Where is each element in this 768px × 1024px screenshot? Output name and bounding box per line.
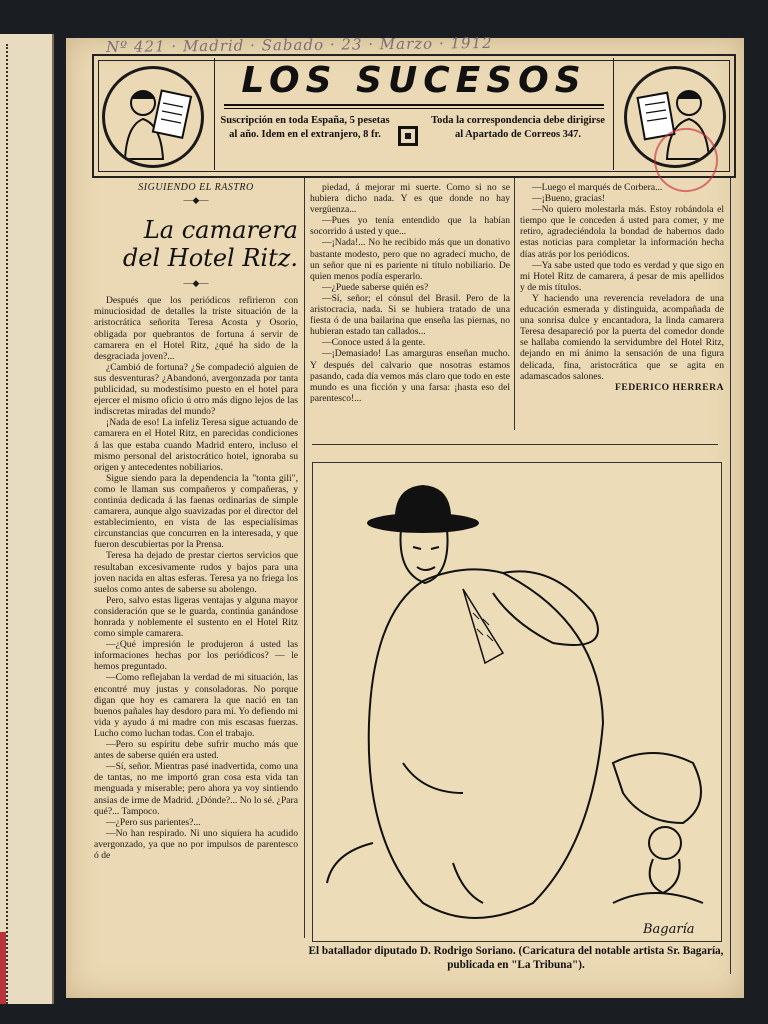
article-paragraph: —Sí, señor. Mientras pasé inadvertida, como una de tantas, no me importó gran cosa esta vida tan menguada y miserable; pero ahora ya voy sintiendo ansias de irme de Madrid. ¿Dónde?... No lo sé. ¿Para qué?... Tampoco. xyxy=(94,761,298,817)
masthead-ornament xyxy=(398,126,418,146)
headline-line-2: del Hotel Ritz. xyxy=(122,244,298,273)
article-paragraph: —¡Nada!... No he recibido más que un donativo bastante modesto, pero que no agradecí mucho, de un señor que ni es pariente ni título nobiliario. De quien menos podía esperarlo. xyxy=(310,237,510,282)
article-paragraph: —No quiero molestarla más. Estoy robándola el tiempo que le conceden á usted para comer, y me retiro, agradeciéndola la bondad de habernos dado estas noticias para completar la información hecha días atrás por los periódicos. xyxy=(520,204,724,260)
caricature-caption: El batallador diputado D. Rodrigo Soriano. (Caricatura del notable artista Sr. Bagaría, publicada en "La Tribuna"). xyxy=(308,945,724,971)
article-paragraph: —¿Puede saberse quién es? xyxy=(322,281,429,293)
newspaper-page xyxy=(66,33,744,998)
headline-line-1: La camarera xyxy=(143,216,298,245)
masthead-left-panel xyxy=(96,58,215,170)
column-rule xyxy=(514,178,515,430)
article-paragraph: —Conoce usted á la gente. xyxy=(322,337,426,349)
title-rule xyxy=(224,104,604,106)
article-paragraph: —Pues yo tenía entendido que la habían socorrido á usted y que... xyxy=(310,215,510,238)
article-column-1 xyxy=(94,182,298,861)
ornament: —◆— xyxy=(183,195,209,206)
subscription-info: Suscripción en toda España, 5 pesetas al año. Idem en el extranjero, 8 fr. xyxy=(220,115,390,140)
column-2-body xyxy=(310,182,510,404)
newspaper-title: LOS SUCESOS xyxy=(241,60,587,101)
article-paragraph: —No han respirado. Ni uno siquiera ha acudido avergonzado, ya que no por impulsos de parentesco ó de xyxy=(94,827,298,861)
article-paragraph: ¿Cambió de fortuna? ¿Se compadeció alguien de sus desventuras? ¿Abandonó, avergonzada por tanta publicidad, su modestísimo puesto en el hotel para ejercer el mismo oficio ú otro más digno lejos de las indiscretas miradas del mundo? xyxy=(94,361,298,418)
article-paragraph: —Sí, señor; el cónsul del Brasil. Pero de la aristocracia, nada. Si se hubiera tratado de una fiesta ó de una bailarina que enseña las piernas, no hubieran estado tan callados... xyxy=(310,292,510,338)
article-headline xyxy=(94,216,298,272)
column-1-body xyxy=(94,295,298,861)
section-rule xyxy=(312,444,718,445)
article-paragraph: ¡Nada de eso! La infeliz Teresa sigue actuando de camarera en el Hotel Ritz, en parecidas condiciones á las que estaba cuando Madrid entero, incluso el mismo personal del aristocrático hotel, ignoraba su origen y antecedentes nobiliarios. xyxy=(94,417,298,473)
article-paragraph: —¿Pero sus parientes?... xyxy=(106,816,201,828)
article-paragraph: —¡Demasiado! Las amarguras enseñan mucho. Y después del calvario que nosotras estamos pasando, cada día vemos más claro que todo en este mundo es una ficción y una farsa: ¡hasta eso del parentesco!... xyxy=(310,348,510,404)
article-paragraph: —Pero su espíritu debe sufrir mucho más que antes de saberse quién era usted. xyxy=(94,739,298,762)
author-signature: FEDERICO HERRERA xyxy=(614,381,724,393)
masthead xyxy=(92,54,736,178)
article-paragraph: —¿Qué impresión le produjeron á usted las informaciones hechas por los periódicos? — le hemos preguntado. xyxy=(94,639,298,673)
article-paragraph: Después que los periódicos refirieron con minuciosidad de detalles la triste situación de la aristocrática señorita Teresa Acosta y Osorio, obligada por quebrantos de fortuna á servir de camarera en el Hotel Ritz, ¿qué ha sido de la desgraciada joven?... xyxy=(94,295,298,362)
article-paragraph: —¡Bueno, gracias! xyxy=(532,193,605,205)
article-paragraph: piedad, á mejorar mi suerte. Como si no se hubiera dicho nada. Y es que donde no hay vergüenza... xyxy=(310,182,510,216)
correspondence-info: Toda la correspondencia debe dirigirse al Apartado de Correos 347. xyxy=(431,115,605,140)
article-paragraph: —Ya sabe usted que todo es verdad y que sigo en mi Hotel Ritz de camarera, á pesar de mis apellidos y de mis títulos. xyxy=(520,259,724,293)
dotted-rule xyxy=(6,44,10,1004)
article-column-3 xyxy=(520,182,724,393)
ornament: —◆— xyxy=(183,278,209,289)
column-3-body xyxy=(520,182,724,382)
article-paragraph: Pero, salvo estas ligeras ventajas y alguna mayor consideración que se le guarda, continúa ganándose honrada y noblemente el sustento en el Hotel Ritz como simple camarera. xyxy=(94,594,298,640)
artist-signature: Bagaría xyxy=(643,922,695,937)
previous-page-edge xyxy=(0,34,54,1004)
article-paragraph: —Luego el marqués de Corbera... xyxy=(532,182,663,193)
column-rule xyxy=(730,178,731,974)
article-paragraph: Sigue siendo para la dependencia la "tonta gili", como le llaman sus compañeros y compañeras, y continúa dedicada á las faenas ordinarias de simple camarera, aunque algo suavizadas por el director del establecimiento, en vista de las especialísimas circunstancias que concurren en la interesada, y que fueron descubiertas por la Prensa. xyxy=(94,472,298,551)
caricature-illustration xyxy=(312,462,722,942)
article-paragraph: Y haciendo una reverencia reveladora de una educación esmerada y distinguida, acompañada de una sonrisa dulce y encantadora, la linda camarera Teresa desapareció por la puerta del comedor donde se hallaba comiendo la servidumbre del Hotel Ritz, dejando en mi ánimo la sensación de una figura delicada, fina, aristocrática que se agita en adamascados salones. xyxy=(520,292,724,382)
article-kicker: SIGUIENDO EL RASTRO xyxy=(138,182,254,193)
handwritten-note: Nº 421 · Madrid · Sabado · 23 · Marzo · 1912 xyxy=(105,33,493,57)
column-rule xyxy=(304,178,305,938)
article-column-2 xyxy=(310,182,510,404)
article-paragraph: Teresa ha dejado de prestar ciertos servicios que resultaban excesivamente rudos y bajos para una joven nacida en altas esferas. Teresa ya no friega los suelos como antes de saberse su abolengo. xyxy=(94,550,298,595)
title-rule xyxy=(224,108,604,109)
article-paragraph: —Como reflejaban la verdad de mi situación, las encontré muy justas y consoladoras. No porque digan que hoy es camarera la que nació en tan buenos pañales hay desdoro para mí. Yo defiendo mi vida y ayudo á mi madre con mis escasas fuerzas. Lucho como luchan todas. Con el trabajo. xyxy=(94,672,298,739)
caricature-drawing xyxy=(313,463,721,941)
page-edge-marker xyxy=(0,932,6,1004)
reader-illustration-left xyxy=(102,66,204,168)
